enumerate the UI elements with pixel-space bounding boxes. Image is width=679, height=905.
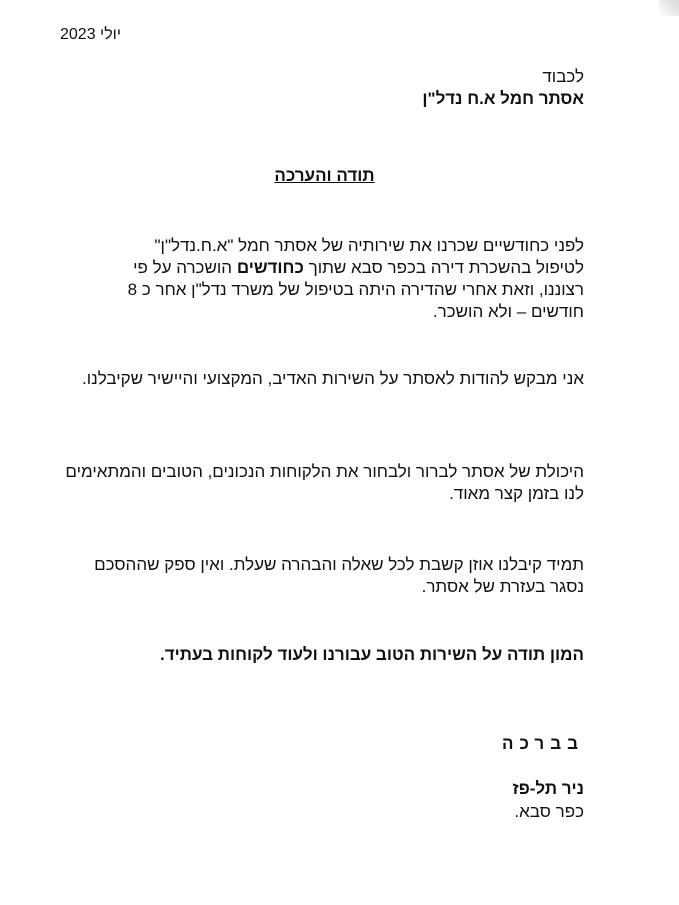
paragraph-1-line-2: לטיפול בהשכרת דירה בכפר סבא שתוך (308, 258, 584, 277)
letter-title: תודה והערכה (274, 166, 375, 185)
paragraph-1 (59, 235, 584, 323)
signature-name: ניר תל-פז (512, 779, 584, 798)
recipient-name: אסתר חמל א.ח נדל"ן (422, 89, 584, 108)
paragraph-1-line-3: רצוננו, וזאת אחרי שהדירה היתה בטיפול של משרד נדל"ן אחר כ 8 (127, 280, 584, 299)
paragraph-1-line-1: לפני כחודשיים שכרנו את שירותיה של אסתר חמל "א.ח.נדל"ן" (154, 236, 584, 255)
closing-line: המון תודה על השירות הטוב עבורנו ולעוד לקוחות בעתיד. (160, 645, 584, 664)
paragraph-3: היכולת של אסתר לברור ולבחור את הלקוחות הנכונים, הטובים והמתאימים לנו בזמן קצר מאוד. (65, 462, 584, 503)
page-corner-fold (659, 0, 679, 16)
paragraph-1-bold-word: כחודשים (236, 258, 304, 277)
blessing: בברכה (502, 734, 584, 753)
letter-date: יולי 2023 (60, 26, 121, 43)
paragraph-2: אני מבקש להודות לאסתר על השירות האדיב, המקצועי והיישיר שקיבלנו. (81, 369, 584, 388)
paragraph-1-line-4: חודשים – ולא הושכר. (432, 302, 584, 321)
signature-place: כפר סבא. (514, 802, 584, 821)
paragraph-4: תמיד קיבלנו אוזן קשבת לכל שאלה והבהרה שעלת. ואין ספק שההסכם נסגר בעזרת של אסתר. (94, 555, 584, 596)
to-label: לכבוד (542, 67, 584, 86)
paragraph-1-line-2-tail: הושכרה על פי (133, 258, 233, 277)
